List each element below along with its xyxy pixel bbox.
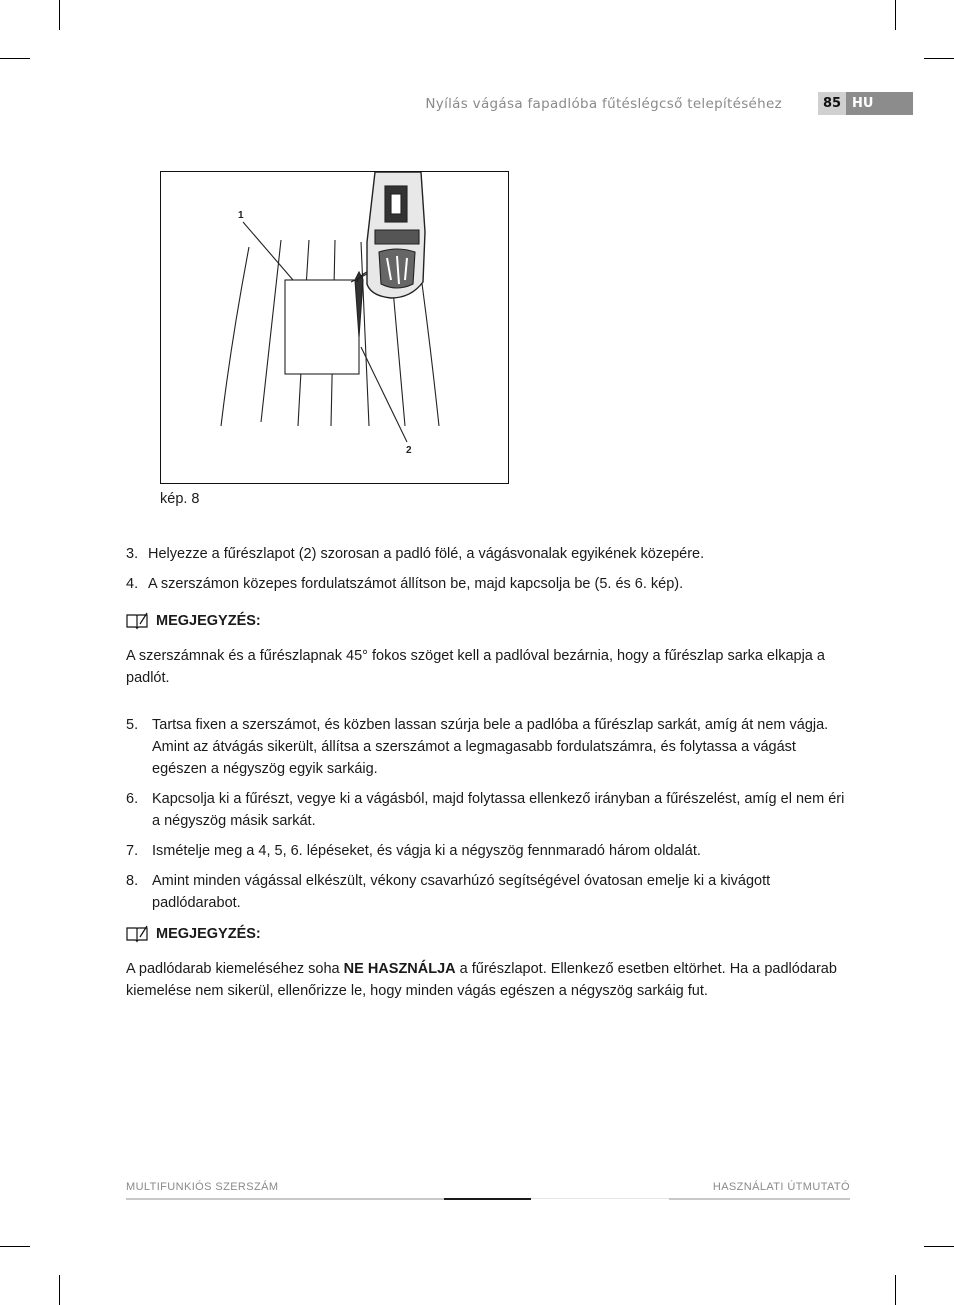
step-number: 4. bbox=[126, 576, 139, 592]
crop-mark bbox=[0, 58, 30, 59]
step-text: Tartsa fixen a szerszámot, és közben lassan szúrja bele a padlóba a fűrészlap sarkát, amíg át nem vágja. Amint az átvágás sikerült, állítsa a szerszámot a legmagasabb fordulatszámra, és folytassa a vágást egészen a négyszög egyik sarkáig. bbox=[152, 717, 829, 777]
floorboard-line bbox=[261, 240, 281, 422]
crop-mark bbox=[59, 0, 60, 30]
step-number: 6. bbox=[126, 791, 139, 807]
note-text: A szerszámnak és a fűrészlapnak 45° fokos szöget kell a padlóval bezárnia, hogy a fűrészlap sarka elkapja a padlót. bbox=[126, 648, 825, 686]
step-text: Ismételje meg a 4, 5, 6. lépéseket, és vágja ki a négyszög fennmaradó három oldalát. bbox=[152, 843, 701, 859]
note-heading bbox=[126, 925, 261, 943]
callout-2: 2 bbox=[406, 445, 412, 456]
step-item bbox=[126, 573, 851, 595]
footer-product-name: MULTIFUNKIÓS SZERSZÁM bbox=[126, 1181, 279, 1193]
step-text: Helyezze a fűrészlapot (2) szorosan a padló fölé, a vágásvonalak egyikének közepére. bbox=[148, 546, 705, 562]
footer-manual-title: HASZNÁLATI ÚTMUTATÓ bbox=[712, 1181, 850, 1193]
note-book-icon bbox=[126, 612, 148, 630]
page-number: 85 bbox=[818, 92, 846, 115]
step-text: Amint minden vágással elkészült, vékony csavarhúzó segítségével óvatosan emelje ki a kivágott padlódarabot. bbox=[152, 873, 771, 911]
crop-mark bbox=[924, 58, 954, 59]
footer-rule bbox=[126, 1198, 444, 1200]
note-text-after: a fűrészlapot. Ellenkező esetben eltörhet. Ha a padlódarab kiemelése nem sikerül, ellenőrizze le, hogy minden vágás egészen a négyszög sarkáig fut. bbox=[126, 961, 837, 999]
page-indicator bbox=[818, 92, 913, 115]
language-badge: HU bbox=[846, 92, 913, 115]
note-heading bbox=[126, 612, 261, 630]
crop-mark bbox=[59, 1275, 60, 1305]
footer-rule bbox=[531, 1198, 669, 1199]
step-number: 7. bbox=[126, 843, 139, 859]
note-heading-text: MEGJEGYZÉS: bbox=[156, 613, 261, 629]
step-item bbox=[126, 788, 851, 832]
footer-rule-accent bbox=[444, 1198, 531, 1200]
step-item bbox=[126, 840, 851, 862]
step-number: 3. bbox=[126, 546, 139, 562]
callout-1: 1 bbox=[238, 210, 244, 221]
note-heading-text: MEGJEGYZÉS: bbox=[156, 926, 261, 942]
floor-cutting-illustration bbox=[161, 172, 508, 483]
crop-mark bbox=[924, 1246, 954, 1247]
step-number: 5. bbox=[126, 717, 139, 733]
note-book-icon bbox=[126, 925, 148, 943]
crop-mark bbox=[895, 0, 896, 30]
step-text: A szerszámon közepes fordulatszámot állítson be, majd kapcsolja be (5. és 6. kép). bbox=[148, 576, 684, 592]
crop-mark bbox=[0, 1246, 30, 1247]
step-item bbox=[126, 543, 851, 565]
step-number: 8. bbox=[126, 873, 139, 889]
figure-8 bbox=[160, 171, 509, 484]
note-text-before: A padlódarab kiemeléséhez soha bbox=[126, 961, 344, 977]
note-text bbox=[126, 958, 851, 1002]
step-text: Kapcsolja ki a fűrészt, vegye ki a vágásból, majd folytassa ellenkező irányban a fűrészelést, amíg el nem éri a négyszög másik sarkát. bbox=[152, 791, 845, 829]
step-item bbox=[126, 870, 851, 914]
footer-rule bbox=[669, 1198, 850, 1200]
figure-caption: kép. 8 bbox=[160, 491, 200, 507]
step-item bbox=[126, 714, 851, 780]
section-title: Nyílás vágása fapadlóba fűtéslégcső telepítéséhez bbox=[425, 96, 782, 112]
tool-switch bbox=[391, 194, 401, 214]
tool-collar bbox=[375, 230, 419, 244]
crop-mark bbox=[895, 1275, 896, 1305]
cut-rectangle bbox=[285, 280, 359, 374]
floorboard-line bbox=[221, 247, 249, 426]
note-text-bold: NE HASZNÁLJA bbox=[343, 961, 456, 977]
leader-line-1 bbox=[243, 222, 293, 280]
